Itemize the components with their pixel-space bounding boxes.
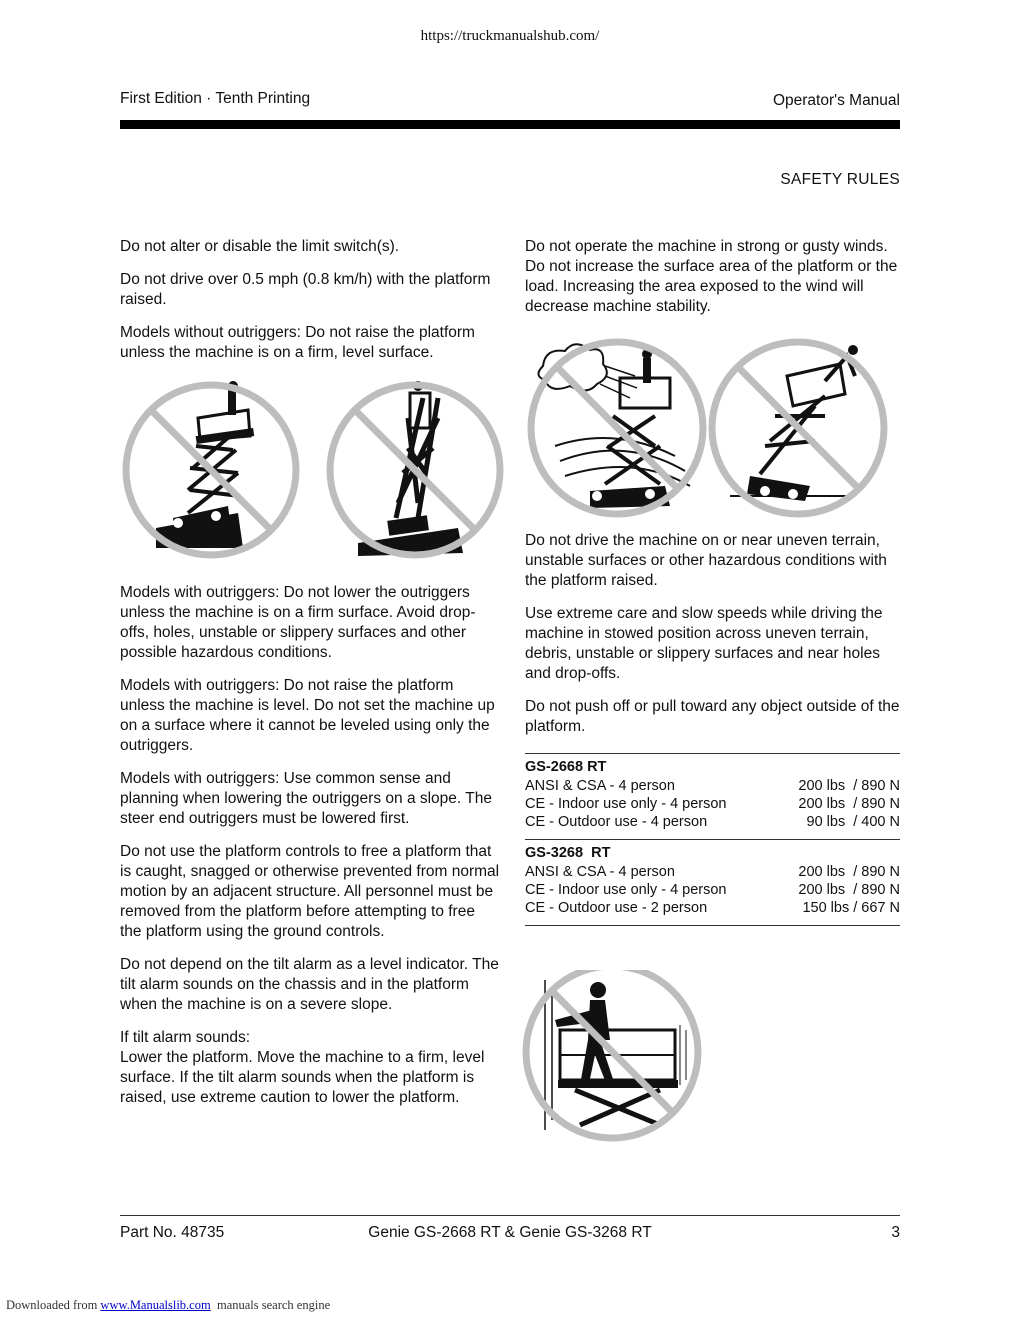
push-pull-warning-illustration <box>520 970 705 1145</box>
table-row: CE - Outdoor use - 4 person 90 lbs / 400 N <box>525 814 900 830</box>
edition-label: First Edition · Tenth Printing <box>120 90 311 107</box>
paragraph: Models with outriggers: Use common sense and planning when lowering the outriggers on a slope. The steer end outriggers must be lowered first. <box>120 770 492 827</box>
header-rule <box>120 120 900 129</box>
paragraph: Do not depend on the tilt alarm as a level indicator. The tilt alarm sounds on the chassis and in the platform when the machine is on a severe slope. <box>120 956 499 1013</box>
left-column <box>120 237 500 1121</box>
wind-warning-illustration <box>525 336 895 521</box>
manual-label: Operator's Manual <box>772 92 900 109</box>
section-title: SAFETY RULES <box>780 171 900 188</box>
paragraph: Models with outriggers: Do not raise the platform unless the machine is level. Do not set the machine up on a surface where it cannot be leveled using only the outriggers. <box>120 677 495 754</box>
table-row: CE - Indoor use only - 4 person 200 lbs / 890 N <box>525 796 900 812</box>
table-row: ANSI & CSA - 4 person 200 lbs / 890 N <box>525 778 900 794</box>
paragraph: Models without outriggers: Do not raise the platform unless the machine is on a firm, level surface. <box>120 324 475 361</box>
page-number: 3 <box>891 1224 900 1241</box>
part-number: Part No. 48735 <box>120 1224 225 1241</box>
prohibit-slash <box>552 991 673 1113</box>
capacity-table <box>525 753 900 926</box>
manualslib-link[interactable]: www.Manualslib.com <box>100 1298 211 1312</box>
model-title: GS-3268 RT <box>525 845 611 861</box>
paragraph: Models with outriggers: Do not lower the outriggers unless the machine is on a firm surface. Avoid drop-offs, holes, unstable or slippery surfaces and other possible hazardous conditions. <box>120 584 476 661</box>
download-note: Downloaded from www.Manualslib.com manuals search engine <box>6 1298 331 1312</box>
paragraph: Do not drive over 0.5 mph (0.8 km/h) with the platform raised. <box>120 271 491 308</box>
paragraph: Do not use the platform controls to free a platform that is caught, snagged or otherwise prevented from normal motion by an adjacent structure. All personnel must be removed from the platform before attempting to free the platform using the ground controls. <box>120 843 500 940</box>
paragraph: Do not operate the machine in strong or gusty winds. Do not increase the surface area of the platform or the load. Increasing the area exposed to the wind will decrease machine stability. <box>525 238 898 315</box>
paragraph: If tilt alarm sounds: <box>120 1029 251 1046</box>
model-title: GS-2668 RT <box>525 759 607 775</box>
prohibit-slash <box>557 367 678 489</box>
right-column-top <box>525 237 903 330</box>
prohibit-slash <box>738 367 859 489</box>
paragraph: Use extreme care and slow speeds while driving the machine in stowed position across uneven terrain, debris, unstable or slippery surfaces and near holes and drop-offs. <box>525 605 883 682</box>
source-url: https://truckmanualshub.com/ <box>420 28 600 44</box>
table-row: ANSI & CSA - 4 person 200 lbs / 890 N <box>525 864 900 880</box>
right-column-bottom <box>525 531 903 750</box>
paragraph: Do not alter or disable the limit switch(s). <box>120 238 400 255</box>
paragraph: Do not drive the machine on or near uneven terrain, unstable surfaces or other hazardous conditions with the platform raised. <box>525 532 887 589</box>
divider <box>525 925 900 926</box>
slope-warning-illustration <box>118 378 508 568</box>
paragraph: Lower the platform. Move the machine to a firm, level surface. If the tilt alarm sounds when the platform is raised, use extreme caution to lower the platform. <box>120 1049 485 1106</box>
footer-title: Genie GS-2668 RT & Genie GS-3268 RT <box>368 1224 652 1241</box>
table-row: CE - Outdoor use - 2 person 150 lbs / 667 N <box>525 900 900 916</box>
paragraph: Do not push off or pull toward any object outside of the platform. <box>525 698 900 735</box>
footer-rule <box>120 1215 900 1216</box>
table-row: CE - Indoor use only - 4 person 200 lbs / 890 N <box>525 882 900 898</box>
divider <box>525 839 900 840</box>
divider <box>525 753 900 754</box>
